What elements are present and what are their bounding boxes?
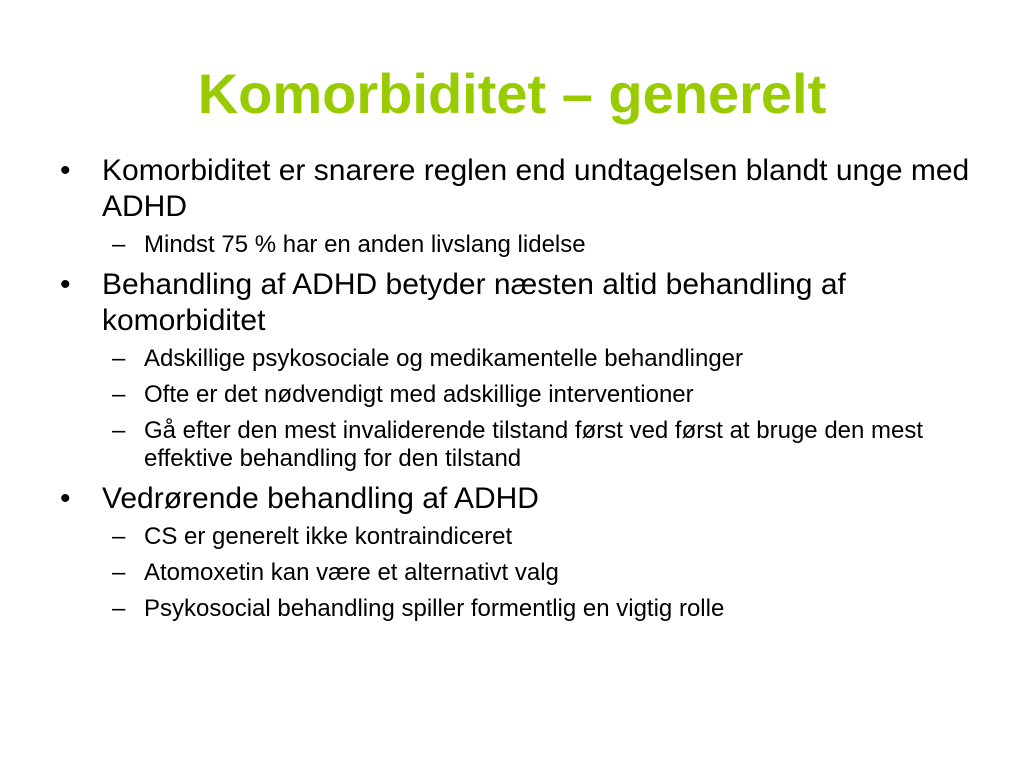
bullet-text: Komorbiditet er snarere reglen end undtagelsen blandt unge med ADHD xyxy=(102,154,970,223)
sub-bullet-item xyxy=(102,595,980,623)
sub-bullet-text: Ofte er det nødvendigt med adskillige interventioner xyxy=(144,381,694,408)
sub-bullet-item xyxy=(102,559,980,587)
sub-bullet-item xyxy=(102,417,980,473)
sub-bullet-item xyxy=(102,523,980,551)
sub-bullet-item xyxy=(102,345,980,373)
slide-title: Komorbiditet – generelt xyxy=(197,62,827,125)
bullet-item xyxy=(60,153,980,225)
sub-bullet-marker: – xyxy=(112,381,126,408)
bullet-item xyxy=(60,481,980,517)
sub-bullet-marker: – xyxy=(112,345,126,372)
bullet-marker: • xyxy=(60,154,71,187)
sub-bullet-text: Gå efter den mest invaliderende tilstand først ved først at bruge den mest effektive behandling for den tilstand xyxy=(144,417,924,472)
sub-bullet-marker: – xyxy=(112,417,126,444)
sub-bullet-item xyxy=(102,231,980,259)
sub-bullet-text: CS er generelt ikke kontraindiceret xyxy=(144,523,513,550)
sub-bullet-text: Atomoxetin kan være et alternativt valg xyxy=(144,559,559,586)
bullet-marker: • xyxy=(60,268,71,301)
bullet-item xyxy=(60,267,980,339)
bullet-text: Vedrørende behandling af ADHD xyxy=(102,482,539,515)
bullet-marker: • xyxy=(60,482,71,515)
sub-bullet-marker: – xyxy=(112,595,126,622)
sub-bullet-marker: – xyxy=(112,231,126,258)
sub-bullet-text: Adskillige psykosociale og medikamentelle behandlinger xyxy=(144,345,744,372)
bullet-text: Behandling af ADHD betyder næsten altid behandling af komorbiditet xyxy=(102,268,846,337)
sub-bullet-marker: – xyxy=(112,523,126,550)
sub-bullet-marker: – xyxy=(112,559,126,586)
sub-bullet-item xyxy=(102,381,980,409)
sub-bullet-text: Psykosocial behandling spiller formentlig en vigtig rolle xyxy=(144,595,725,622)
sub-bullet-text: Mindst 75 % har en anden livslang lidelse xyxy=(144,231,586,258)
slide-content xyxy=(60,153,980,631)
